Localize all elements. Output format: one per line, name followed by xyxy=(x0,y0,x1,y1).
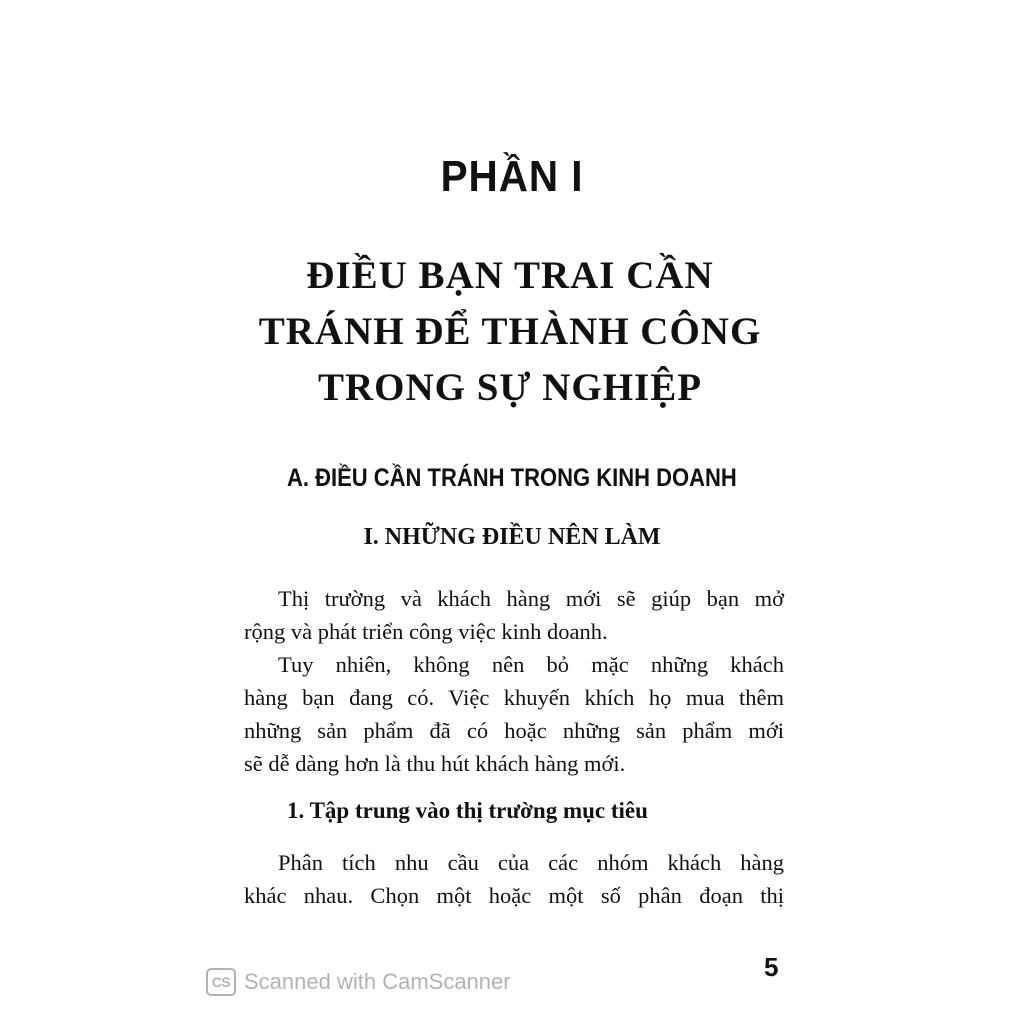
subsection-heading-1: 1. Tập trung vào thị trường mục tiêu xyxy=(287,798,648,823)
watermark-text: Scanned with CamScanner xyxy=(244,969,511,994)
paragraph-line: rộng và phát triển công việc kinh doanh. xyxy=(244,619,608,644)
section-heading-a: A. ĐIỀU CẦN TRÁNH TRONG KINH DOANH xyxy=(287,464,737,492)
paragraph-2 xyxy=(244,648,784,780)
page-number: 5 xyxy=(764,952,779,982)
paragraph-line: sẽ dễ dàng hơn là thu hút khách hàng mới. xyxy=(244,751,626,776)
paragraph-line: Phân tích nhu cầu của các nhóm khách hàng xyxy=(278,850,784,875)
camscanner-watermark xyxy=(206,968,511,996)
paragraph-3 xyxy=(244,846,784,912)
paragraph-line: Tuy nhiên, không nên bỏ mặc những khách xyxy=(278,652,784,677)
part-title: PHẦN I xyxy=(440,152,584,201)
paragraph-line: hàng bạn đang có. Việc khuyến khích họ mua thêm xyxy=(244,685,784,710)
paragraph-line: Thị trường và khách hàng mới sẽ giúp bạn mở xyxy=(278,586,784,611)
chapter-title-line: ĐIỀU BẠN TRAI CẦN xyxy=(306,254,714,297)
section-heading-i: I. NHỮNG ĐIỀU NÊN LÀM xyxy=(363,524,661,550)
paragraph-line: khác nhau. Chọn một hoặc một số phân đoạn thị xyxy=(244,883,784,908)
paragraph-line: những sản phẩm đã có hoặc những sản phẩm mới xyxy=(244,718,784,743)
paragraph-1 xyxy=(244,582,784,648)
chapter-title-line: TRONG SỰ NGHIỆP xyxy=(317,366,703,409)
camscanner-logo-icon: CS xyxy=(206,968,236,996)
chapter-title xyxy=(230,248,790,416)
chapter-title-line: TRÁNH ĐỂ THÀNH CÔNG xyxy=(258,310,762,353)
